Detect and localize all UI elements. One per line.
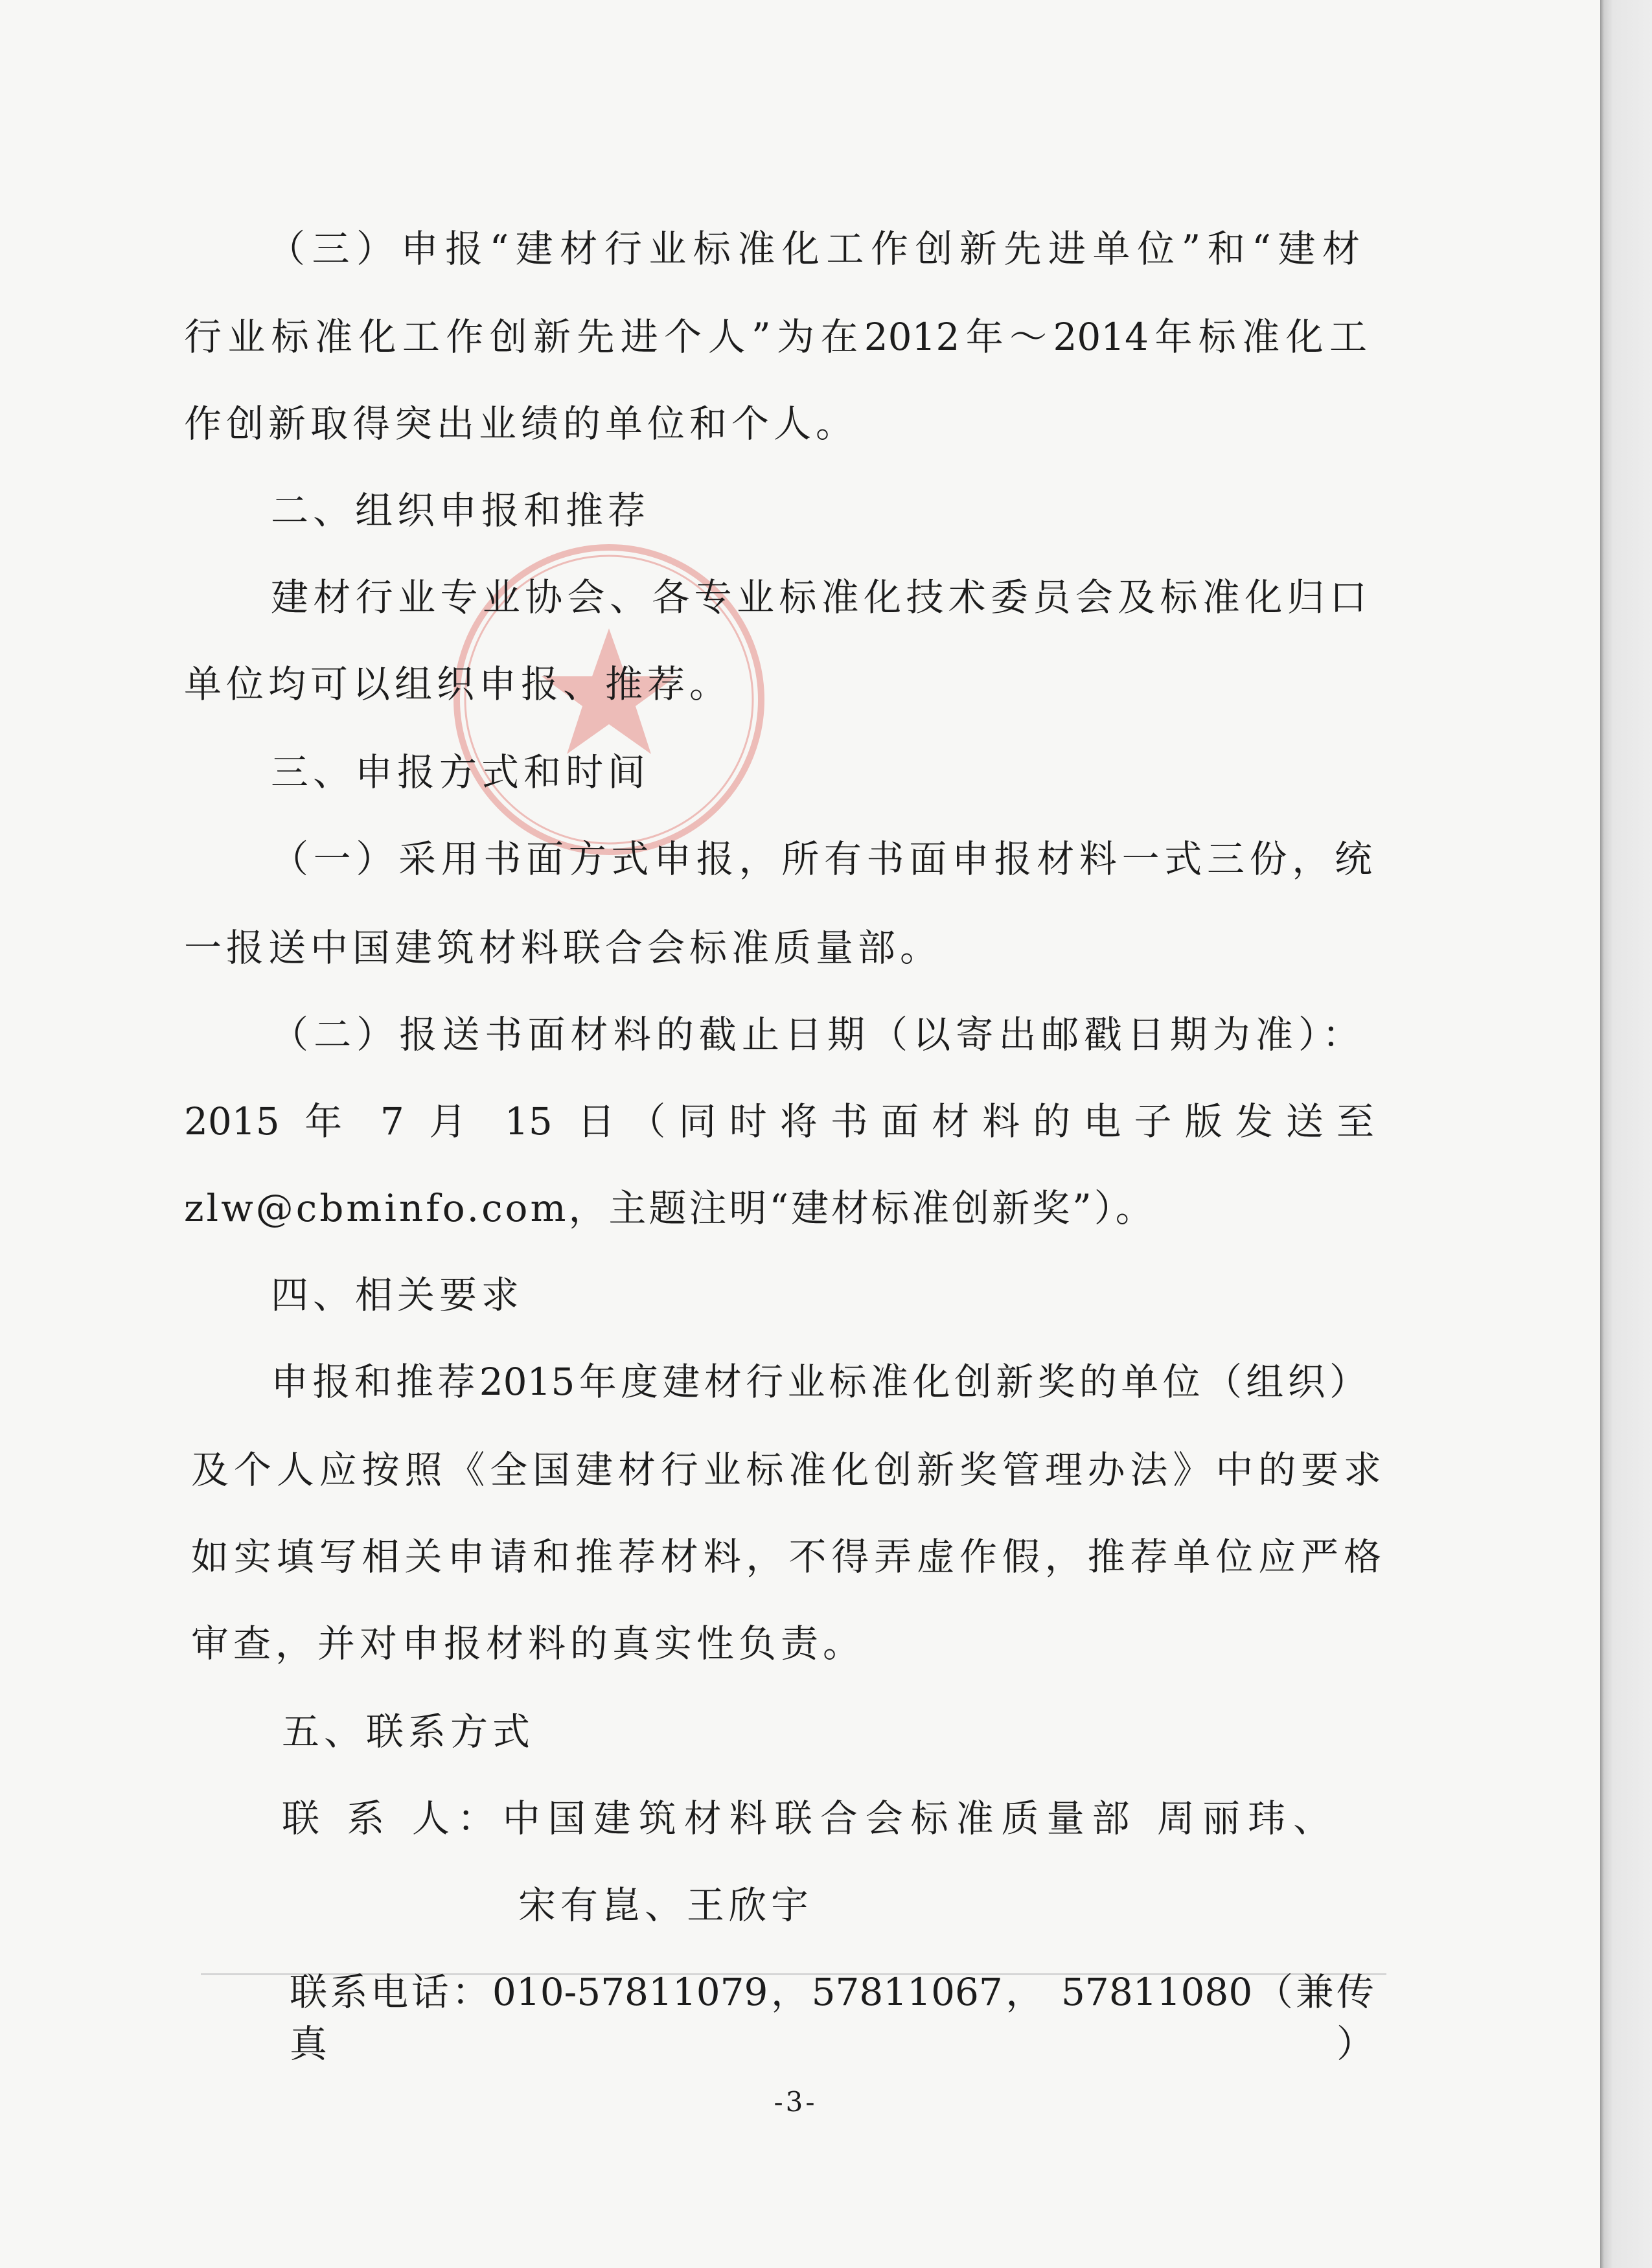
paragraph-3-1-line-2: 一报送中国建筑材料联合会标准质量部。 — [184, 926, 943, 970]
paragraph-4-line-3: 如实填写相关申请和推荐材料，不得弄虚作假，推荐单位应严格 — [191, 1535, 1381, 1579]
paragraph-3-3-line-3: 作创新取得突出业绩的单位和个人。 — [184, 402, 858, 446]
contact-phone-line: 联系电话：010-57811079，57811067， 57811080（兼传真） — [290, 1970, 1374, 2066]
paragraph-2-line-2: 单位均可以组织申报、推荐。 — [184, 662, 732, 706]
section-heading-5: 五、联系方式 — [282, 1710, 535, 1754]
paragraph-4-line-2: 及个人应按照《全国建材行业标准化创新奖管理办法》中的要求 — [191, 1448, 1381, 1492]
section-heading-3: 三、申报方式和时间 — [271, 750, 650, 794]
scanner-edge — [1600, 0, 1652, 2268]
paragraph-4-line-4: 审查，并对申报材料的真实性负责。 — [191, 1621, 866, 1666]
section-heading-4: 四、相关要求 — [271, 1273, 524, 1317]
paragraph-3-1-line-1: （一）采用书面方式申报，所有书面申报材料一式三份，统 — [271, 837, 1372, 881]
paragraph-3-2-line-1: （二）报送书面材料的截止日期（以寄出邮戳日期为准）： — [271, 1013, 1360, 1057]
paragraph-4-line-1: 申报和推荐2015年度建材行业标准化创新奖的单位（组织） — [271, 1360, 1367, 1404]
paragraph-2-line-1: 建材行业专业协会、各专业标准化技术委员会及标准化归口 — [271, 575, 1367, 619]
page-number: -3- — [774, 2086, 818, 2118]
paragraph-3-3-line-1: （三）申报“建材行业标准化工作创新先进单位”和“建材 — [268, 227, 1360, 271]
contact-person-line-1: 联 系 人：中国建筑材料联合会标准质量部 周丽玮、 — [282, 1796, 1331, 1840]
paragraph-3-3-line-2: 行业标准化工作创新先进个人”为在2012年～2014年标准化工 — [184, 315, 1367, 359]
contact-person-line-2: 宋有崑、王欣宇 — [518, 1883, 814, 1927]
paragraph-3-2-line-3: zlw@cbminfo.com，主题注明“建材标准创新奖”）。 — [184, 1186, 1156, 1230]
paragraph-3-2-line-2: 2015 年 7 月 15 日（同时将书面材料的电子版发送至 — [184, 1099, 1374, 1143]
section-heading-2: 二、组织申报和推荐 — [271, 488, 650, 533]
